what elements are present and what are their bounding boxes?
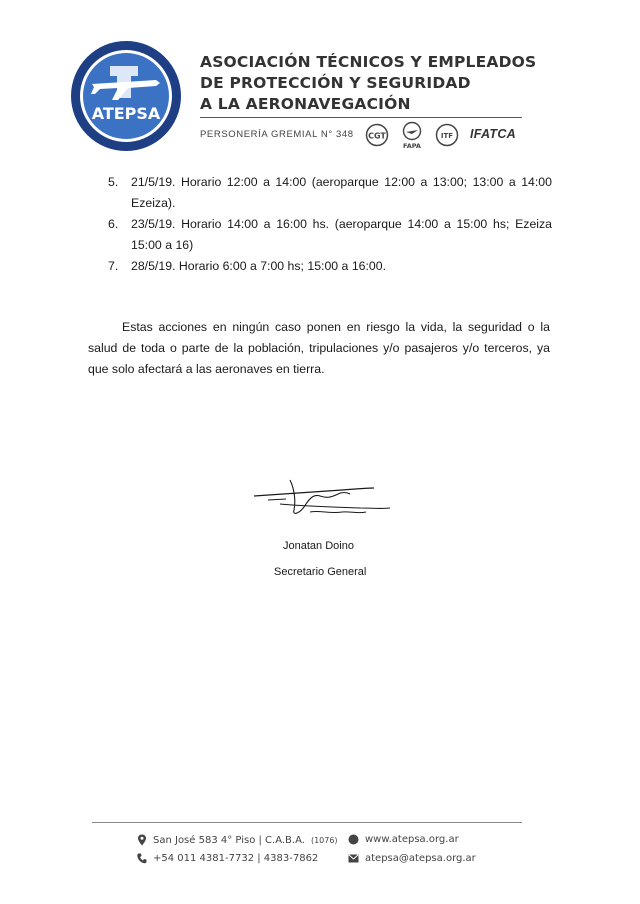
phone-text: +54 011 4381-7732 | 4383-7862: [153, 853, 319, 864]
organization-name: [200, 52, 536, 115]
address-text: San José 583 4° Piso | C.A.B.A.: [153, 834, 305, 846]
item-text: 21/5/19. Horario 12:00 a 14:00 (aeroparque 12:00 a 13:00; 13:00 a 14:00 Ezeiza).: [131, 175, 552, 210]
postal-code: (1076): [310, 835, 338, 845]
schedule-list: [108, 172, 552, 277]
item-number: 6.: [108, 217, 119, 231]
itf-label: ITF: [440, 132, 454, 140]
cgt-logo-icon: [365, 123, 389, 147]
globe-icon: [348, 834, 359, 845]
envelope-icon: [348, 854, 359, 863]
website-link[interactable]: www.atepsa.org.ar: [365, 834, 459, 845]
footer-web[interactable]: [348, 834, 459, 845]
phone-icon: [137, 853, 147, 864]
item-number: 5.: [108, 175, 119, 189]
fapa-logo-icon: [399, 121, 425, 149]
list-item: [108, 256, 552, 277]
signer-role: Secretario General: [274, 566, 367, 578]
item-text: 23/5/19. Horario 14:00 a 16:00 hs. (aeroparque 14:00 a 15:00 hs; Ezeiza 15:00 a 16): [131, 217, 552, 252]
email-link[interactable]: atepsa@atepsa.org.ar: [365, 853, 476, 864]
org-name-line-3: A LA AERONAVEGACIÓN: [200, 95, 411, 113]
atepsa-logo: [70, 40, 182, 152]
footer-phone: [137, 853, 318, 864]
footer-email[interactable]: [348, 853, 476, 864]
ifatca-logo: IFATCA: [470, 127, 517, 141]
cgt-label: CGT: [368, 131, 386, 141]
body-paragraph: Estas acciones en ningún caso ponen en riesgo la vida, la seguridad o la salud de toda o parte de la población, tripulaciones y/o pasajeros y/o terceros, ya que solo afectará a las aeronaves en tierra.: [88, 320, 550, 376]
list-item: [108, 172, 552, 214]
itf-logo-icon: [435, 123, 459, 147]
org-name-line-2: DE PROTECCIÓN Y SEGURIDAD: [200, 74, 471, 92]
affiliation-logos: [365, 121, 459, 149]
signer-name: Jonatan Doino: [283, 540, 354, 552]
logo-text: ATEPSA: [91, 104, 161, 123]
footer-address: [137, 834, 338, 846]
personeria-gremial: PERSONERÍA GREMIAL N° 348: [200, 129, 354, 140]
fapa-label: FAPA: [403, 142, 421, 149]
org-name-line-1: ASOCIACIÓN TÉCNICOS Y EMPLEADOS: [200, 53, 537, 71]
item-number: 7.: [108, 259, 119, 273]
footer-divider: [92, 822, 522, 823]
list-item: [108, 214, 552, 256]
location-pin-icon: [137, 834, 147, 846]
header-divider: [200, 117, 522, 118]
item-text: 28/5/19. Horario 6:00 a 7:00 hs; 15:00 a 16:00.: [131, 259, 387, 273]
handwritten-signature: [250, 474, 395, 524]
